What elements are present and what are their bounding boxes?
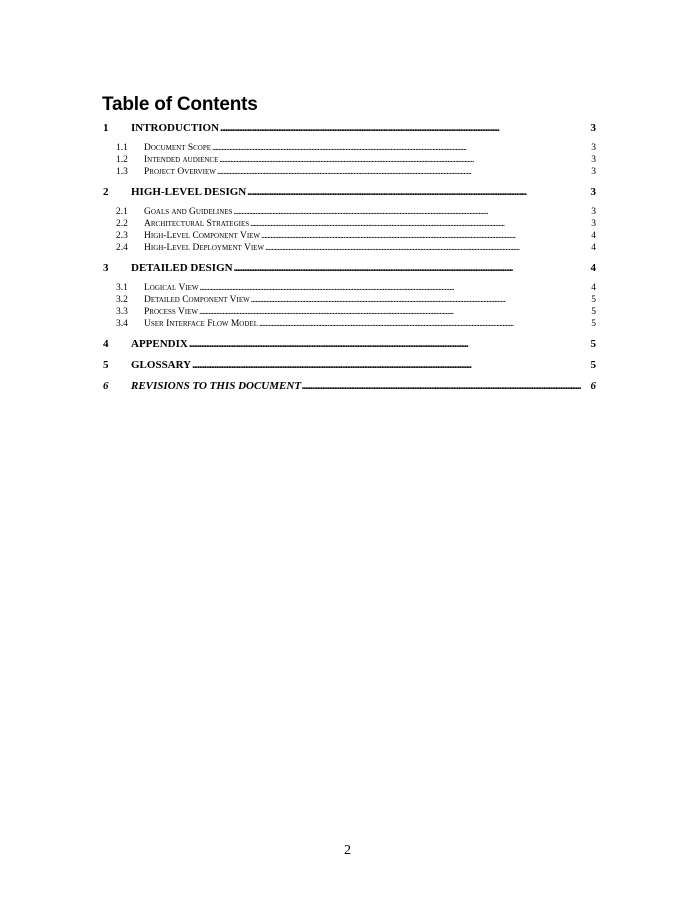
toc-dot-leader bbox=[192, 358, 589, 372]
toc-section-entry[interactable] bbox=[102, 185, 596, 199]
toc-entry-title: HIGH-LEVEL DESIGN bbox=[131, 186, 247, 198]
page-number: 2 bbox=[344, 843, 351, 858]
toc-dot-leader bbox=[200, 282, 591, 294]
toc-entry-page: 6 bbox=[590, 380, 596, 392]
toc-entry-number: 3.4 bbox=[116, 319, 128, 329]
toc-entry-page: 5 bbox=[590, 359, 596, 371]
toc-entry-number: 5 bbox=[103, 359, 109, 371]
toc-entry-title: Logical View bbox=[144, 283, 199, 293]
toc-subsection-entry[interactable] bbox=[102, 282, 596, 294]
toc-entry-page: 4 bbox=[591, 231, 596, 241]
toc-entry-title: REVISIONS TO THIS DOCUMENT bbox=[131, 380, 302, 392]
toc-section-entry[interactable] bbox=[102, 121, 596, 135]
toc-section-entry[interactable] bbox=[102, 358, 596, 372]
toc-subsection-entry[interactable] bbox=[102, 166, 596, 178]
toc-subsection-entry[interactable] bbox=[102, 142, 596, 154]
toc-entry-number: 1.1 bbox=[116, 143, 128, 153]
toc-subsection-entry[interactable] bbox=[102, 230, 596, 242]
toc-entry-page: 4 bbox=[591, 283, 596, 293]
toc-section-entry[interactable] bbox=[102, 261, 596, 275]
toc-entry-number: 3 bbox=[103, 262, 109, 274]
toc-dot-leader bbox=[302, 379, 589, 393]
toc-dot-leader bbox=[233, 206, 590, 218]
toc-entry-page: 4 bbox=[591, 243, 596, 253]
toc-entry-number: 2 bbox=[103, 186, 109, 198]
toc-entry-page: 5 bbox=[591, 307, 596, 317]
toc-subsection-entry[interactable] bbox=[102, 294, 596, 306]
table-of-contents bbox=[102, 121, 596, 393]
toc-entry-number: 1.3 bbox=[116, 167, 128, 177]
toc-entry-page: 4 bbox=[590, 262, 596, 274]
toc-entry-page: 3 bbox=[591, 143, 596, 153]
toc-entry-title: Process View bbox=[144, 307, 199, 317]
toc-dot-leader bbox=[217, 166, 590, 178]
toc-dot-leader bbox=[199, 306, 590, 318]
toc-dot-leader bbox=[250, 218, 590, 230]
toc-entry-title: Architectural Strategies bbox=[144, 219, 250, 229]
toc-entry-page: 3 bbox=[591, 167, 596, 177]
toc-entry-number: 2.3 bbox=[116, 231, 128, 241]
toc-entry-title: APPENDIX bbox=[131, 338, 188, 350]
toc-dot-leader bbox=[220, 121, 589, 135]
toc-dot-leader bbox=[259, 318, 590, 330]
toc-dot-leader bbox=[251, 294, 591, 306]
toc-entry-title: Goals and Guidelines bbox=[144, 207, 233, 217]
toc-entry-page: 3 bbox=[590, 122, 596, 134]
toc-entry-title: High-Level Deployment View bbox=[144, 243, 265, 253]
toc-entry-number: 2.2 bbox=[116, 219, 128, 229]
toc-dot-leader bbox=[219, 154, 590, 166]
toc-heading: Table of Contents bbox=[102, 94, 258, 115]
toc-subsection-entry[interactable] bbox=[102, 242, 596, 254]
toc-entry-page: 3 bbox=[590, 186, 596, 198]
toc-dot-leader bbox=[212, 142, 590, 154]
toc-entry-title: User Interface Flow Model bbox=[144, 319, 258, 329]
toc-entry-title: Project Overview bbox=[144, 167, 216, 177]
toc-entry-title: Intended audience bbox=[144, 155, 219, 165]
toc-entry-number: 3.3 bbox=[116, 307, 128, 317]
toc-entry-page: 5 bbox=[591, 319, 596, 329]
toc-subsection-entry[interactable] bbox=[102, 318, 596, 330]
toc-entry-number: 1 bbox=[103, 122, 109, 134]
toc-dot-leader bbox=[234, 261, 590, 275]
toc-subsection-entry[interactable] bbox=[102, 206, 596, 218]
toc-entry-title: High-Level Component View bbox=[144, 231, 261, 241]
toc-entry-number: 3.2 bbox=[116, 295, 128, 305]
toc-dot-leader bbox=[265, 242, 590, 254]
toc-entry-page: 3 bbox=[591, 219, 596, 229]
toc-entry-title: INTRODUCTION bbox=[131, 122, 220, 134]
toc-section-entry[interactable] bbox=[102, 379, 596, 393]
toc-subsection-entry[interactable] bbox=[102, 154, 596, 166]
toc-entry-page: 5 bbox=[590, 338, 596, 350]
toc-entry-number: 4 bbox=[103, 338, 109, 350]
toc-entry-title: Detailed Component View bbox=[144, 295, 250, 305]
toc-subsection-entry[interactable] bbox=[102, 218, 596, 230]
toc-entry-number: 3.1 bbox=[116, 283, 128, 293]
toc-subsection-entry[interactable] bbox=[102, 306, 596, 318]
toc-entry-number: 1.2 bbox=[116, 155, 128, 165]
toc-entry-page: 3 bbox=[591, 207, 596, 217]
toc-section-entry[interactable] bbox=[102, 337, 596, 351]
toc-dot-leader bbox=[247, 185, 589, 199]
toc-entry-number: 6 bbox=[103, 380, 109, 392]
toc-entry-title: GLOSSARY bbox=[131, 359, 192, 371]
toc-dot-leader bbox=[189, 337, 590, 351]
toc-dot-leader bbox=[261, 230, 590, 242]
toc-entry-page: 5 bbox=[591, 295, 596, 305]
toc-entry-title: DETAILED DESIGN bbox=[131, 262, 233, 274]
toc-entry-title: Document Scope bbox=[144, 143, 212, 153]
toc-entry-page: 3 bbox=[591, 155, 596, 165]
toc-entry-number: 2.1 bbox=[116, 207, 128, 217]
toc-entry-number: 2.4 bbox=[116, 243, 128, 253]
